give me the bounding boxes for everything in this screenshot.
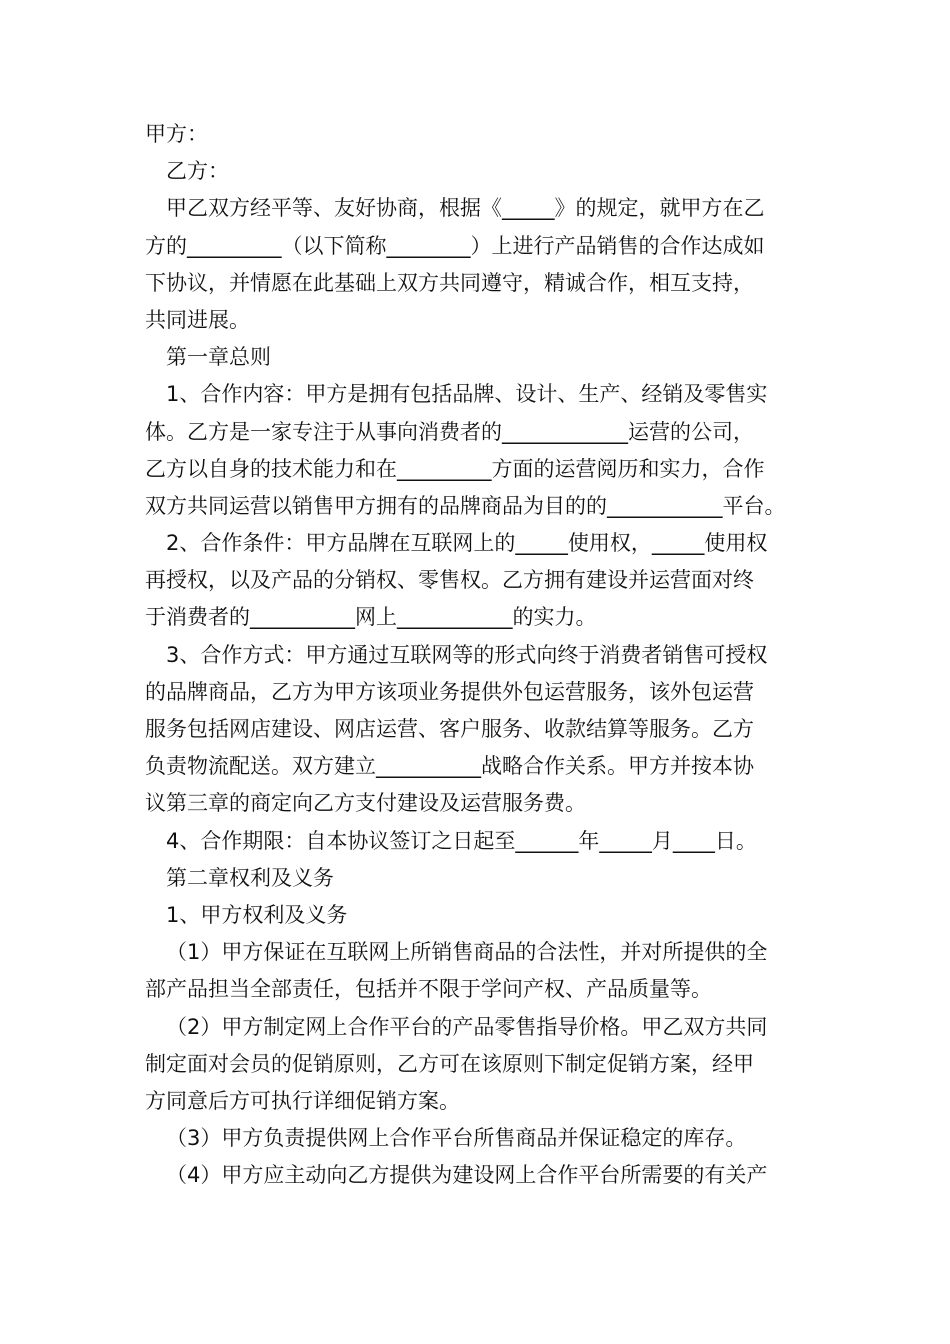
document-line: 共同进展。 [145, 307, 250, 332]
document-line: 4、合作期限：自本协议签订之日起至______年_____月____日。 [166, 828, 757, 853]
document-line: 负责物流配送。双方建立__________战略合作关系。甲方并按本协 [145, 754, 754, 779]
document-line: 3、合作方式：甲方通过互联网等的形式向终于消费者销售可授权 [166, 642, 768, 667]
document-line: 双方共同运营以销售甲方拥有的品牌商品为目的的___________平台。 [145, 493, 786, 518]
document-line: 制定面对会员的促销原则，乙方可在该原则下制定促销方案，经甲 [145, 1051, 754, 1076]
document-line: 于消费者的__________网上___________的实力。 [145, 605, 597, 630]
document-line: 下协议，并情愿在此基础上双方共同遵守，精诚合作，相互支持， [145, 270, 754, 295]
document-line: 议第三章的商定向乙方支付建设及运营服务费。 [145, 791, 586, 816]
document-line: 的品牌商品，乙方为甲方该项业务提供外包运营服务，该外包运营 [145, 679, 754, 704]
document-line: 部产品担当全部责任，包括并不限于学问产权、产品质量等。 [145, 977, 712, 1002]
document-line: （3）甲方负责提供网上合作平台所售商品并保证稳定的库存。 [166, 1126, 747, 1151]
document-line: 乙方： [166, 159, 229, 184]
document-line: 乙方以自身的技术能力和在_________方面的运营阅历和实力，合作 [145, 456, 765, 481]
document-line: 方同意后方可执行详细促销方案。 [145, 1088, 460, 1113]
document-line: 再授权，以及产品的分销权、零售权。乙方拥有建设并运营面对终 [145, 568, 754, 593]
document-line: （4）甲方应主动向乙方提供为建设网上合作平台所需要的有关产 [166, 1163, 768, 1188]
document-line: 体。乙方是一家专注于从事向消费者的____________运营的公司， [145, 419, 754, 444]
document-line: （2）甲方制定网上合作平台的产品零售指导价格。甲乙双方共同 [166, 1014, 768, 1039]
document-line: 方的_________（以下简称________）上进行产品销售的合作达成如 [145, 233, 765, 258]
document-line: 第二章权利及义务 [166, 865, 334, 890]
document-line: （1）甲方保证在互联网上所销售商品的合法性，并对所提供的全 [166, 940, 768, 965]
document-line: 1、甲方权利及义务 [166, 902, 348, 927]
document-body [145, 116, 815, 1194]
document-line: 1、合作内容：甲方是拥有包括品牌、设计、生产、经销及零售实 [166, 382, 768, 407]
document-line: 服务包括网店建设、网店运营、客户服务、收款结算等服务。乙方 [145, 717, 754, 741]
document-line: 2、合作条件：甲方品牌在互联网上的_____使用权，_____使用权 [166, 531, 768, 556]
document-line: 甲乙双方经平等、友好协商，根据《_____》的规定，就甲方在乙 [166, 196, 765, 221]
document-line: 甲方： [145, 122, 208, 146]
document-line: 第一章总则 [166, 345, 271, 370]
